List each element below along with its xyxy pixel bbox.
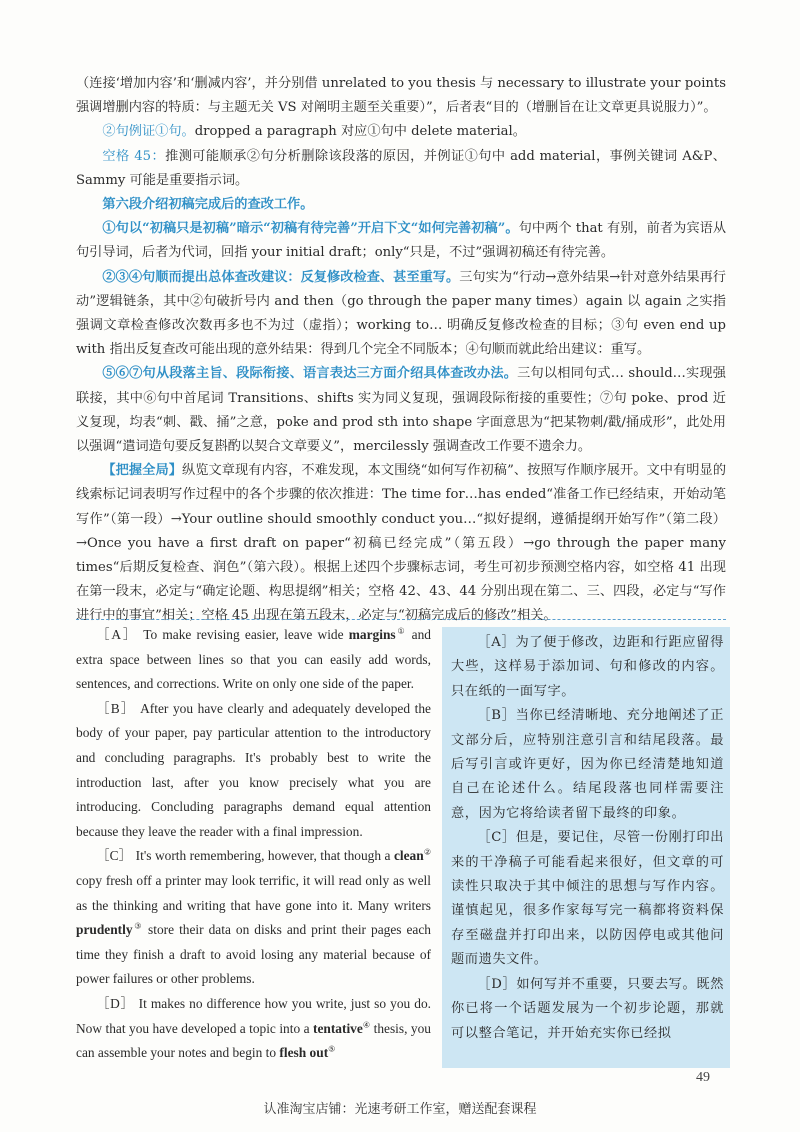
footer-note: 认准淘宝店铺：光速考研工作室，赠送配套课程 (263, 1102, 537, 1117)
option-b-chinese: ［B］当你已经清晰地、充分地阐述了正文部分后，应特别注意引言和结尾段落。最后写引言或许更好，因为你已经清楚地知道自己在论述什么。结尾段落也同样需要注意，因为它将给读者留下最终的印象。 (451, 708, 724, 821)
analysis-section (76, 72, 726, 629)
dashed-divider (76, 619, 726, 620)
analysis-paragraph: （连接‘增加内容’和‘删减内容’，并分别借 unrelated to you thesis 与 necessary to illustrate your points 强调增删内容的特质：与主题无关 VS 对阐明主题至关重要）”，后者表“目的（增删旨在让文章更具说服力）”。 (76, 76, 726, 116)
chinese-translation-box (442, 627, 730, 1068)
option-d-english: ［D］ It makes no difference how you write, just so you do. Now that you have developed a topic into a tentative④ thesis, you can assemble your notes and begin to flesh out⑤ (76, 995, 431, 1061)
english-options (76, 623, 431, 1066)
analysis-paragraph: ⑤⑥⑦句从段落主旨、段际衔接、语言表达三方面介绍具体查改办法。三句以相同句式… should…实现强联接，其中⑥句中首尾词 Transitions、shifts 实为同义复现，强调段际衔接的重要性；⑦句 poke、prod 近义复现，均表“刺、戳、捅”之意，poke and prod sth into shape 字面意思为“把某物刺/戳/捅成形”，此处用以强调“遣词造句要反复斟酌以契合文章要义”，mercilessly 强调查改工作要不遗余力。 (76, 366, 726, 455)
analysis-paragraph: ①句以“初稿只是初稿”暗示“初稿有待完善”开启下文“如何完善初稿”。句中两个 that 有别，前者为宾语从句引导词，后者为代词，回指 your initial draft；only“只是，不过”强调初稿还有待完善。 (76, 221, 727, 261)
option-c-chinese: ［C］但是，要记住，尽管一份刚打印出来的干净稿子可能看起来很好，但文章的可读性只取决于其中倾注的思想与写作内容。谨慎起见，很多作家每写完一稿都将资料保存至磁盘并打印出来，以防因停电或其他问题而遗失文件。 (451, 830, 724, 968)
analysis-paragraph: 空格 45：推测可能顺承②句分析删除该段落的原因，并例证①句中 add material，事例关键词 A&P、Sammy 可能是重要指示词。 (76, 148, 726, 188)
highlight: ②③④句顺而提出总体查改建议：反复修改检查、甚至重写。 (102, 269, 460, 285)
section-heading: 第六段介绍初稿完成后的查改工作。 (102, 197, 314, 213)
page-number: 49 (696, 1070, 710, 1085)
option-a-english: ［A］ To make revising easier, leave wide margins① and extra space between lines so that you can easily add words, sentences, and corrections. Write on only one side of the paper. (76, 626, 432, 692)
highlight: ②句例证①句。 (102, 124, 195, 140)
option-b-english: ［B］ After you have clearly and adequately developed the body of your paper, pay particular attention to the introductory and concluding paragraphs. It's probably best to write the introduction last, after you know precisely what you are introducing. Concluding paragraphs demand equal attention because they leave the reader with a final impression. (76, 700, 431, 839)
analysis-paragraph: ②③④句顺而提出总体查改建议：反复修改检查、甚至重写。三句实为“行动→意外结果→针对意外结果再行动”逻辑链条，其中②句破折号内 and then（go through the paper many times）again 以 again 之实指强调文章检查修改次数再多也不为过（虚指）；working to… 明确反复修改检查的目标；③句 even end up with 指出反复查改可能出现的意外结果：得到几个完全不同版本；④句顺而就此给出建议：重写。 (76, 269, 726, 358)
highlight: ⑤⑥⑦句从段落主旨、段际衔接、语言表达三方面介绍具体查改办法。 (102, 366, 518, 382)
option-a-chinese: ［A］为了便于修改，边距和行距应留得大些，这样易于添加词、句和修改的内容。只在纸的一面写字。 (451, 635, 724, 699)
option-c-english: ［C］ It's worth remembering, however, that though a clean② copy fresh off a printer may look terrific, it will read only as well as the thinking and writing that have gone into it. Many writers prudently③ store their data on disks and print their pages each time they finish a draft to avoid losing any material because of power failures or other problems. (76, 847, 432, 987)
analysis-paragraph: ②句例证①句。dropped a paragraph 对应①句中 delete material。 (102, 124, 526, 140)
option-d-chinese: ［D］如何写并不重要，只要去写。既然你已将一个话题发展为一个初步论题，那就可以整合笔记，并开始充实你已经拟 (451, 976, 724, 1041)
highlight: 【把握全局】 (102, 463, 182, 479)
analysis-paragraph: 【把握全局】纵览文章现有内容，不难发现，本文围绕“如何写作初稿”、按照写作顺序展开。文中有明显的线索标记词表明写作过程中的各个步骤的依次推进：The time for…has ended“准备工作已经结束，开始动笔写作”（第一段）→Your outline should smoothly conduct you…“拟好提纲，遵循提纲开始写作”（第二段）→Once you have a first draft on paper“初稿已经完成”（第五段）→go through the paper many times“后期反复检查、润色”（第六段）。根据上述四个步骤标志词，考生可初步预测空格内容，如空格 41 出现在第一段末，必定与“确定论题、构思提纲”相关；空格 42、43、44 分别出现在第二、三、四段，必定与“写作进行中的事宜”相关；空格 45 出现在第五段末，必定与“初稿完成后的修改”相关。 (76, 463, 727, 624)
highlight: 空格 45： (102, 148, 166, 164)
highlight: ①句以“初稿只是初稿”暗示“初稿有待完善”开启下文“如何完善初稿”。 (102, 221, 519, 237)
